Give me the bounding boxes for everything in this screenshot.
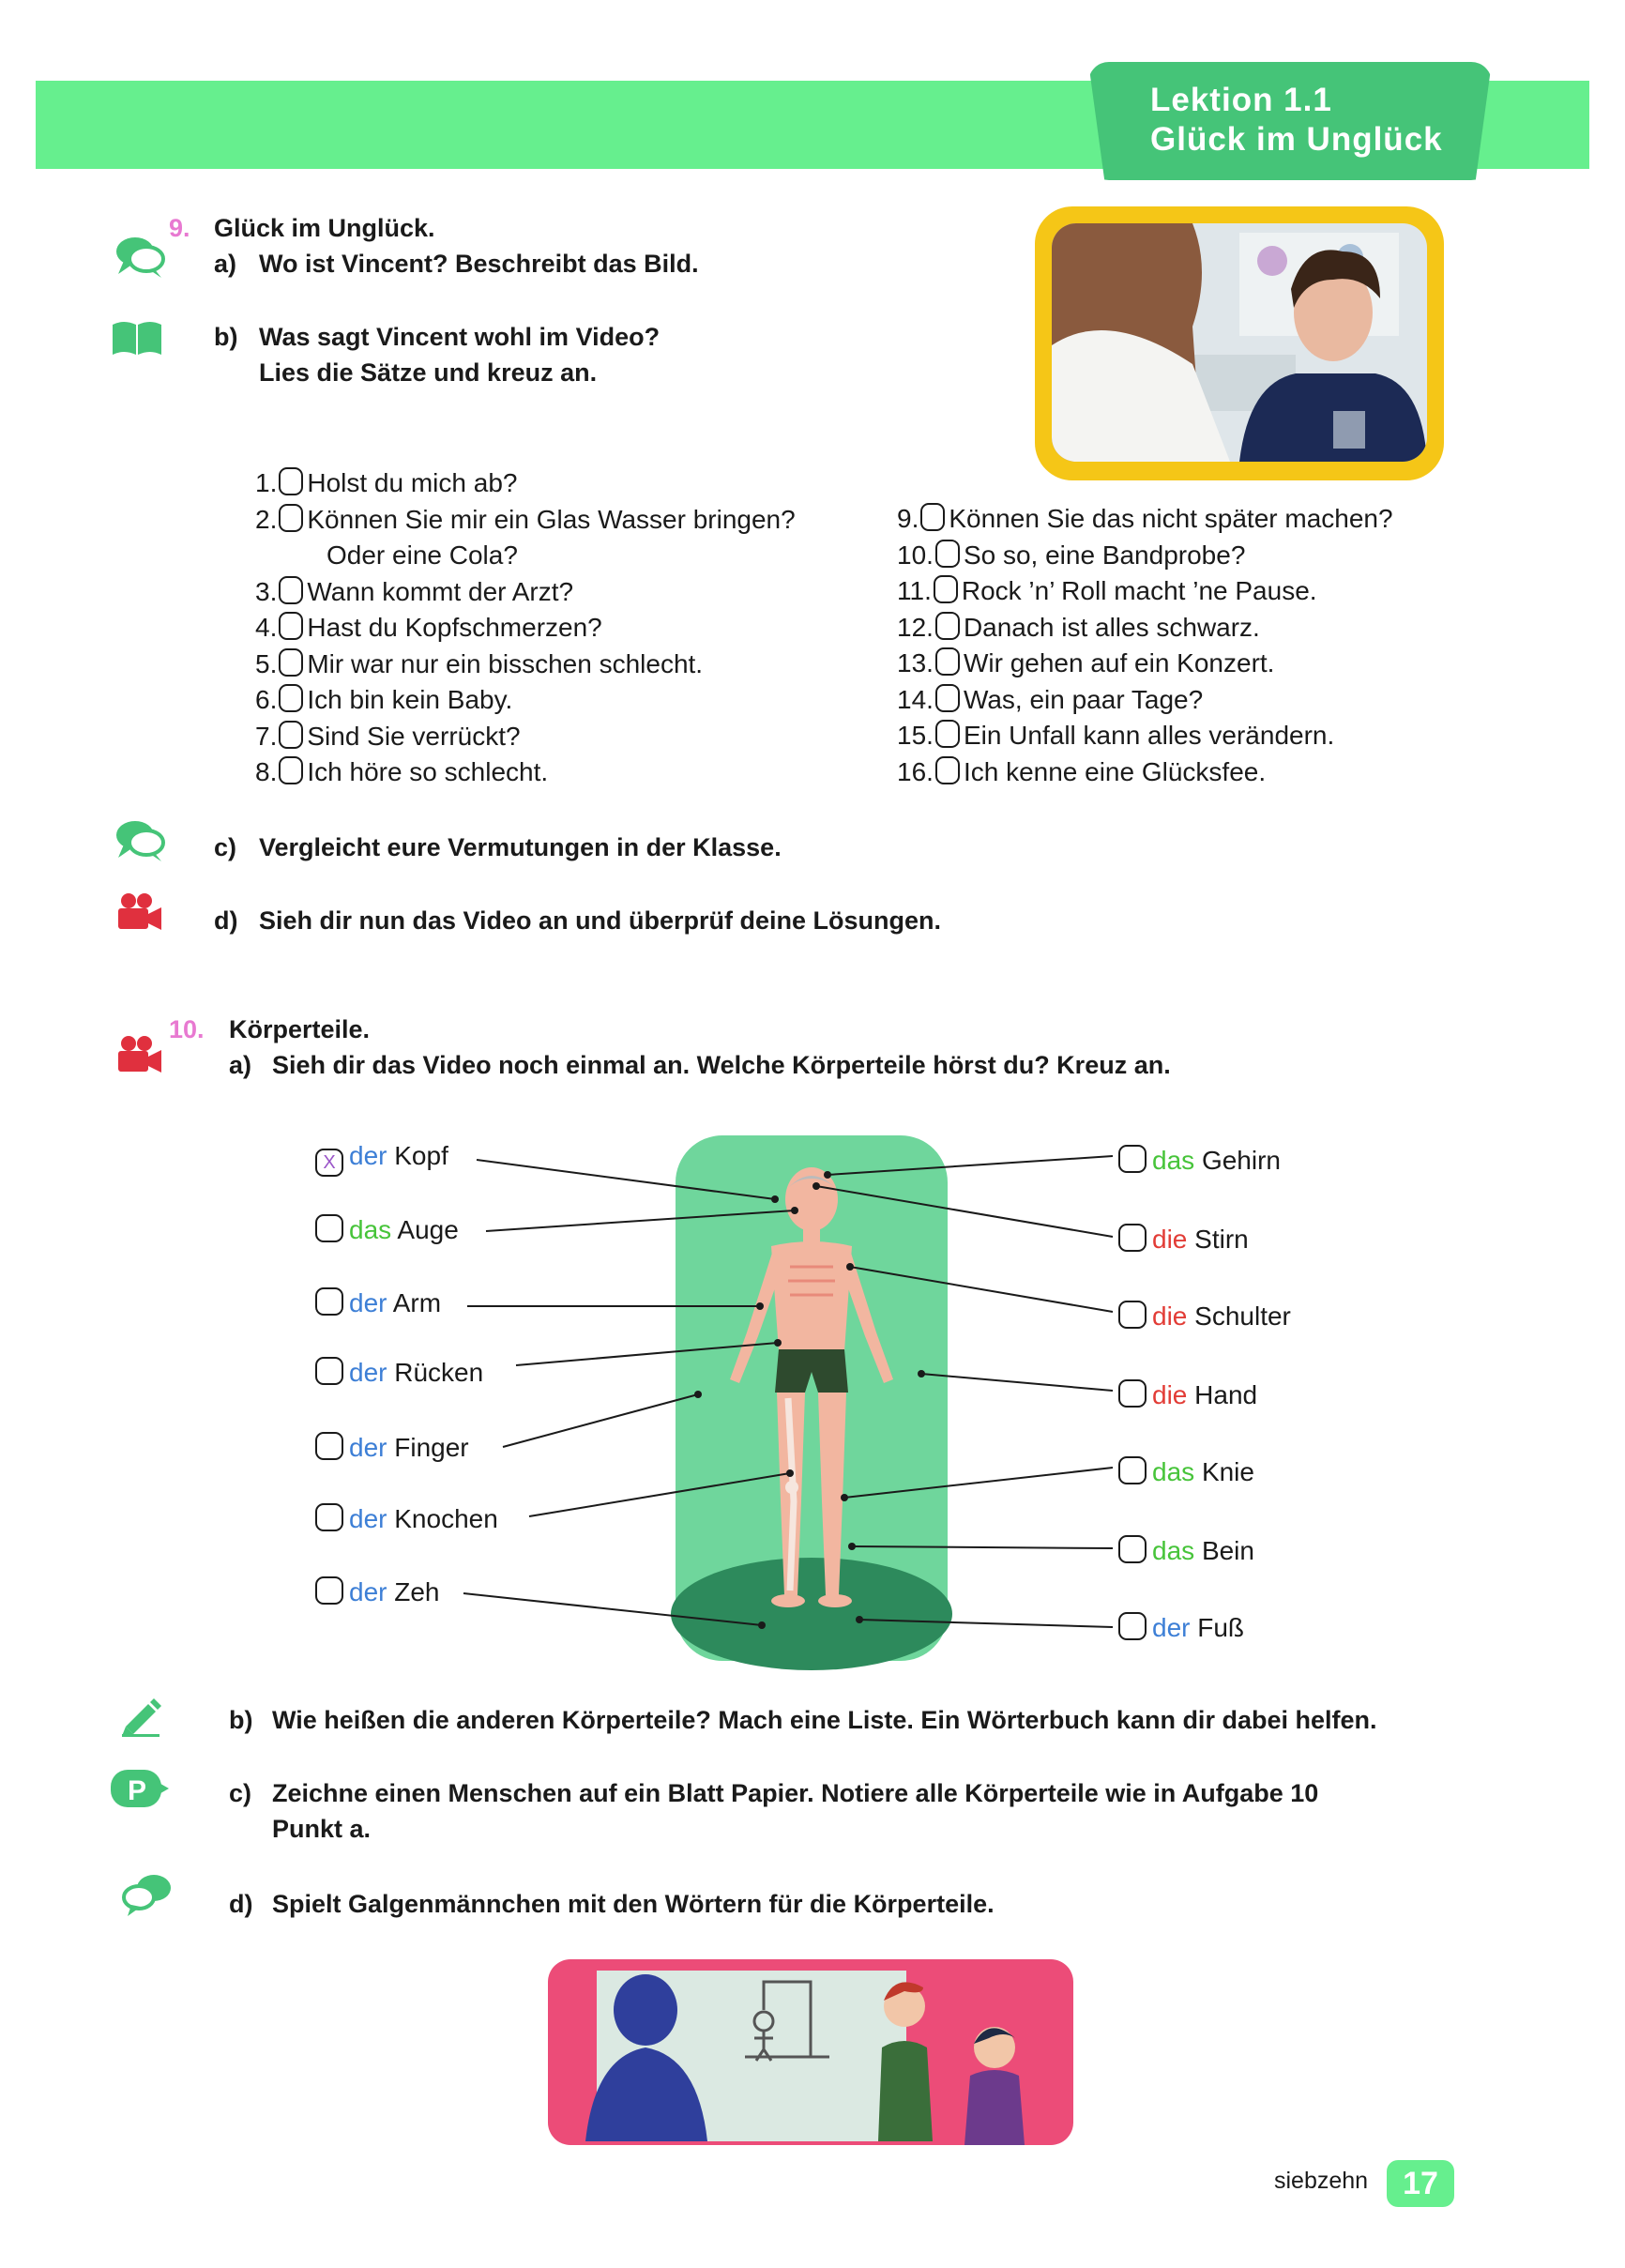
exercise-9b-line2: Lies die Sätze und kreuz an. xyxy=(259,358,598,387)
word-kopf: X der Kopf xyxy=(315,1141,448,1177)
word-fuss: der Fuß xyxy=(1118,1612,1244,1643)
word-knochen: der Knochen xyxy=(315,1503,498,1534)
list-item: 13. Wir gehen auf ein Konzert. xyxy=(897,648,1275,677)
word-ruecken: der Rücken xyxy=(315,1357,483,1388)
exercise-10-number: 10. xyxy=(169,1015,205,1043)
list-item: 2. Können Sie mir ein Glas Wasser bringen? xyxy=(255,504,796,534)
checkbox[interactable] xyxy=(315,1287,343,1316)
exercise-10-title: Körperteile. xyxy=(229,1015,371,1043)
checkbox[interactable] xyxy=(1118,1456,1147,1484)
exercise-9c-text: Vergleicht eure Vermutungen in der Klasse. xyxy=(259,833,782,861)
list-item: 4. Hast du Kopfschmerzen? xyxy=(255,613,602,642)
exercise-10b-letter: b) xyxy=(229,1706,253,1734)
speech-bubbles-icon xyxy=(120,1871,173,1918)
list-item: 8. Ich höre so schlecht. xyxy=(255,757,549,786)
exercise-9-number: 9. xyxy=(169,214,190,242)
list-item: 6. Ich bin kein Baby. xyxy=(255,685,513,714)
word-hand: die Hand xyxy=(1118,1379,1257,1410)
exercise-9a-letter: a) xyxy=(214,250,237,278)
exercise-9b-line1: Was sagt Vincent wohl im Video? xyxy=(259,323,661,351)
list-item: 16. Ich kenne eine Glücksfee. xyxy=(897,756,1267,786)
list-item: 14. Was, ein paar Tage? xyxy=(897,684,1204,714)
word-knie: das Knie xyxy=(1118,1456,1254,1487)
checkbox-checked[interactable]: X xyxy=(315,1149,343,1177)
exercise-10d-text: Spielt Galgenmännchen mit den Wörtern für die Körperteile. xyxy=(272,1890,995,1918)
svg-text:P: P xyxy=(128,1775,147,1806)
page-word: siebzehn xyxy=(1274,2168,1369,2194)
list-item: 10. So so, eine Bandprobe? xyxy=(897,540,1246,570)
checkbox[interactable] xyxy=(1118,1145,1147,1173)
lesson-number: Lektion 1.1 xyxy=(1150,82,1332,118)
list-item: 1. Holst du mich ab? xyxy=(255,468,518,497)
word-finger: der Finger xyxy=(315,1432,469,1463)
project-p-icon xyxy=(109,1768,171,1813)
word-gehirn: das Gehirn xyxy=(1118,1145,1281,1176)
exercise-10d-letter: d) xyxy=(229,1890,253,1918)
list-item: 3. Wann kommt der Arzt? xyxy=(255,576,574,606)
exercise-10c-line1: Zeichne einen Menschen auf ein Blatt Papier. Notiere alle Körperteile wie in Aufgabe 10 xyxy=(272,1779,1319,1807)
page-number: 17 xyxy=(1387,2160,1454,2207)
word-auge: das Auge xyxy=(315,1214,459,1245)
checkbox[interactable] xyxy=(1118,1301,1147,1329)
exercise-9b-letter: b) xyxy=(214,323,238,351)
word-zeh: der Zeh xyxy=(315,1576,440,1607)
word-schulter: die Schulter xyxy=(1118,1301,1291,1332)
list-item: 9. Können Sie das nicht später machen? xyxy=(897,504,1393,533)
word-arm: der Arm xyxy=(315,1287,441,1318)
list-item: 11. Rock ’n’ Roll macht ’ne Pause. xyxy=(897,576,1317,605)
checkbox[interactable] xyxy=(1118,1612,1147,1640)
checkbox[interactable] xyxy=(315,1576,343,1605)
checkbox[interactable] xyxy=(1118,1379,1147,1408)
list-item: 5. Mir war nur ein bisschen schlecht. xyxy=(255,648,704,678)
word-stirn: die Stirn xyxy=(1118,1224,1249,1255)
exercise-9d-text: Sieh dir nun das Video an und überprüf deine Lösungen. xyxy=(259,906,942,935)
checkbox[interactable] xyxy=(1118,1224,1147,1252)
hangman-illustration xyxy=(548,1954,1073,2151)
lesson-title: Glück im Unglück xyxy=(1150,121,1443,158)
exercise-9c-letter: c) xyxy=(214,833,237,861)
checkbox[interactable] xyxy=(1118,1535,1147,1563)
exercise-9a-text: Wo ist Vincent? Beschreibt das Bild. xyxy=(259,250,699,278)
list-item: 15. Ein Unfall kann alles verändern. xyxy=(897,721,1335,750)
exercise-10a-text: Sieh dir das Video noch einmal an. Welche Körperteile hörst du? Kreuz an. xyxy=(272,1051,1171,1079)
checkbox[interactable] xyxy=(315,1503,343,1531)
pencil-icon xyxy=(120,1695,163,1738)
exercise-10a-letter: a) xyxy=(229,1051,252,1079)
checkbox[interactable] xyxy=(315,1357,343,1385)
exercise-10c-line2: Punkt a. xyxy=(272,1815,372,1843)
list-item: 12. Danach ist alles schwarz. xyxy=(897,612,1260,642)
checkbox[interactable] xyxy=(315,1214,343,1242)
exercise-10c-letter: c) xyxy=(229,1779,252,1807)
exercise-10b-text: Wie heißen die anderen Körperteile? Mach eine Liste. Ein Wörterbuch kann dir dabei helfen. xyxy=(272,1706,1377,1734)
checkbox[interactable] xyxy=(315,1432,343,1460)
word-bein: das Bein xyxy=(1118,1535,1254,1566)
exercise-9-title: Glück im Unglück. xyxy=(214,214,435,242)
list-item: 7. Sind Sie verrückt? xyxy=(255,721,521,751)
exercise-9d-letter: d) xyxy=(214,906,238,935)
list-item-continuation: Oder eine Cola? xyxy=(327,540,518,570)
